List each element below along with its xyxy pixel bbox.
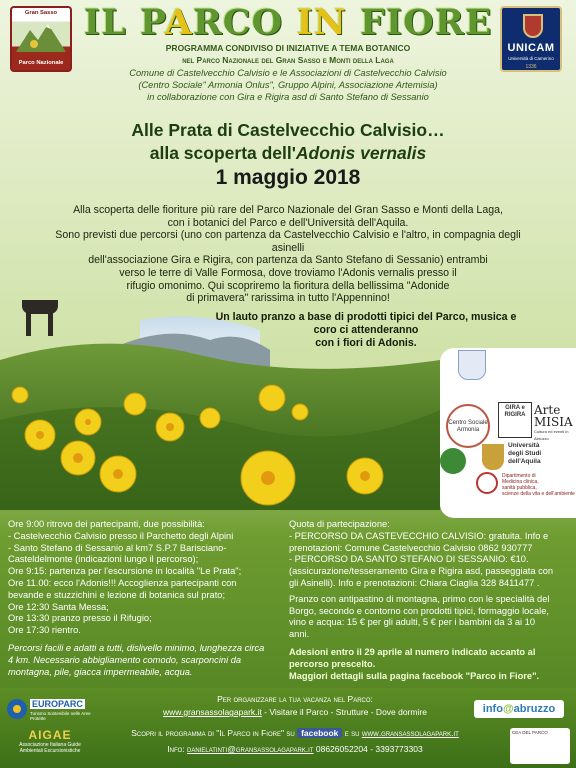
logo-left-line1: Gran Sasso	[24, 10, 58, 16]
donkey-icon	[18, 300, 58, 336]
subtitle-park: nel Parco Nazionale del Gran Sasso e Monti della Laga	[182, 55, 394, 65]
gira-rigira-logo: GIRA e RIGIRA	[498, 402, 532, 438]
parco-nazionale-logo	[10, 6, 72, 72]
europarc-logo: EUROPARC Turismo Sostenibile nelle Aree Protette	[6, 696, 98, 724]
aigae-logo: AIGAE Associazione Italiana Guide Ambientali Escursionistiche	[19, 728, 81, 754]
unicam-name: UNICAM	[507, 42, 555, 54]
unicam-year: 1336	[525, 64, 537, 70]
facebook-link[interactable]: facebook	[297, 728, 342, 738]
program-schedule: Ore 9:00 ritrovo dei partecipanti, due possibilità: - Castelvecchio Calvisio presso il Parchetto degli Alpini - Santo Stefano di Sessanio al km7 S.P.7 Barisciano- Casteldelmonte (indicazioni lungo il percorso); Ore 9:15: partenza per l'escursione in località "Le Prata"; Ore 11.00: ecco l'Adonis!!! Accoglienza partecipanti con bevande e stuzzichini e lezione di botanica sul prato; Ore 12:30 Santa Messa; Ore 13:30 pranzo presso il Rifugio; Ore 17:30 rientro. Percorsi facili e adatti a tutti, dislivello minimo, lunghezza circa 4 km. Necessario abbigliamento comodo, scarponcini da montagna, pile, giacca impermeabile, acqua.	[8, 519, 283, 678]
armonia-logo: Centro Sociale Armonia	[446, 404, 490, 448]
quota-info: Quota di partecipazione: - PERCORSO DA CASTEVECCHIO CALVISIO: gratuita. Info e prenotazioni: Comune Castelvecchio Calvisio 0862 930777 - PERCORSO DA SANTO STEFANO DI SESSANIO: €10. (assicurazione/tesseramento Gira e Rigira asd, passeggiata con gli Asinelli). Info e prenotazioni: Chiara Ciaglia 328 8411477 . Pranzo con antipastino di montagna, primo con le specialità del Borgo, secondo e contorno con prodotti tipici, formaggio locale, vino e acqua: 15 € per gli adulti, 5 € per i bambini da 3 ai 10 anni. Adesioni entro il 29 aprile al numero indicato accanto al percorso prescelto. Maggiori dettagli sulla pagina facebook "Parco in Fiore".	[289, 519, 571, 682]
organizers: Comune di Castelvecchio Calvisio e le Associazioni di Castelvecchio Calvisio (Centro Sociale" Armonia Onlus", Gruppo Alpini, Associazione Artemisia) in collaborazione con Gira e Rigira asd di Santo Stefano di Sessanio	[129, 68, 447, 102]
artemisia-logo: Arte MISIA Cultura ed eventi in Abruzzo	[534, 403, 573, 441]
unicam-logo	[500, 6, 562, 72]
crest-icon	[523, 14, 543, 38]
footer	[0, 688, 576, 768]
univaq-name: Università degli Studi dell'Aquila	[508, 442, 542, 465]
unicam-sub: Università di Camerino	[508, 56, 554, 61]
univaq-crest-icon	[482, 444, 504, 470]
lunch-note: Un lauto pranzo a base di prodotti tipici del Parco, musica e coro ci attenderanno con i fiori di Adonis.	[215, 311, 517, 349]
dipartimento-logo	[476, 472, 498, 494]
park-website-link[interactable]: www.gransassolagapark.it	[163, 707, 262, 717]
footer-line4: Info: danielatinti@gransassolagapark.it 08626052204 - 3393773303	[167, 744, 423, 754]
event-date: 1 maggio 2018	[215, 166, 361, 189]
mountain-icon	[16, 22, 66, 52]
footer-line2: www.gransassolagapark.it - Visitare il Parco - Strutture - Dove dormire	[163, 707, 427, 717]
cea-logo: CEA DEL PARCO	[510, 728, 570, 764]
footer-line3: Scopri il programma di "Il Parco in Fiore" su facebook e su www.gransassolagapark.it	[131, 728, 459, 738]
logo-left-line3: Parco Nazionale	[18, 60, 64, 66]
europarc-star-icon	[6, 698, 28, 720]
email-link[interactable]: danielatinti@gransassolagapark.it	[187, 744, 314, 754]
pranzo-info: Pranzo con antipastino di montagna, primo con le specialità del Borgo, secondo e contorno con prodotti tipici, formaggio locale, vino e acqua: 15 € per gli adulti, 5 € per i bambini da 3 ai 10 anni.	[289, 593, 550, 640]
event-intro: Alla scoperta delle fioriture più rare del Parco Nazionale del Gran Sasso e Monti della Laga, con i botanici del Parco e dell'Università dell'Aquila. Sono previsti due percorsi (uno con partenza da Castelvecchio Calvisio e l'altro, in compagnia degli asinelli dell'associazione Gira e Rigira, con partenza da Santo Stefano di Sessanio) entrambi verso le terre di Valle Formosa, dove troviamo l'Adonis vernalis presso il rifugio omonimo. Qui scopriremo la fioritura della bellissima "Adonide di primavera" rarissima in tutto l'Appennino!	[55, 204, 521, 305]
program-notes: Percorsi facili e adatti a tutti, dislivello minimo, lunghezza circa 4 km. Necessario abbigliamento comodo, scarponcini da montagna, pile, giacca impermeabile, acqua.	[8, 642, 265, 677]
page-title: IL PARCO IN FIORE	[83, 2, 493, 43]
footer-line1: Per organizzare la tua vacanza nel Parco:	[217, 694, 373, 704]
subtitle-program: PROGRAMMA CONDIVISO DI INIZIATIVE A TEMA BOTANICO	[165, 43, 411, 53]
partner-logos	[440, 348, 576, 518]
comune-crest-icon	[458, 350, 486, 380]
dipartimento-name: Dipartimento di Medicina clinica, sanità pubblica, scienze della vita e dell'ambiente	[502, 473, 575, 497]
alpini-logo	[440, 448, 466, 474]
infoabruzzo-logo: info@abruzzo	[474, 700, 564, 718]
event-heading: Alle Prata di Castelvecchio Calvisio… alla scoperta dell'Adonis vernalis	[131, 120, 445, 163]
adesioni-info: Adesioni entro il 29 aprile al numero indicato accanto al percorso prescelto. Maggiori dettagli sulla pagina facebook "Parco in Fiore".	[289, 646, 540, 681]
park-website-link-2[interactable]: www.gransassolagapark.it	[361, 728, 459, 738]
